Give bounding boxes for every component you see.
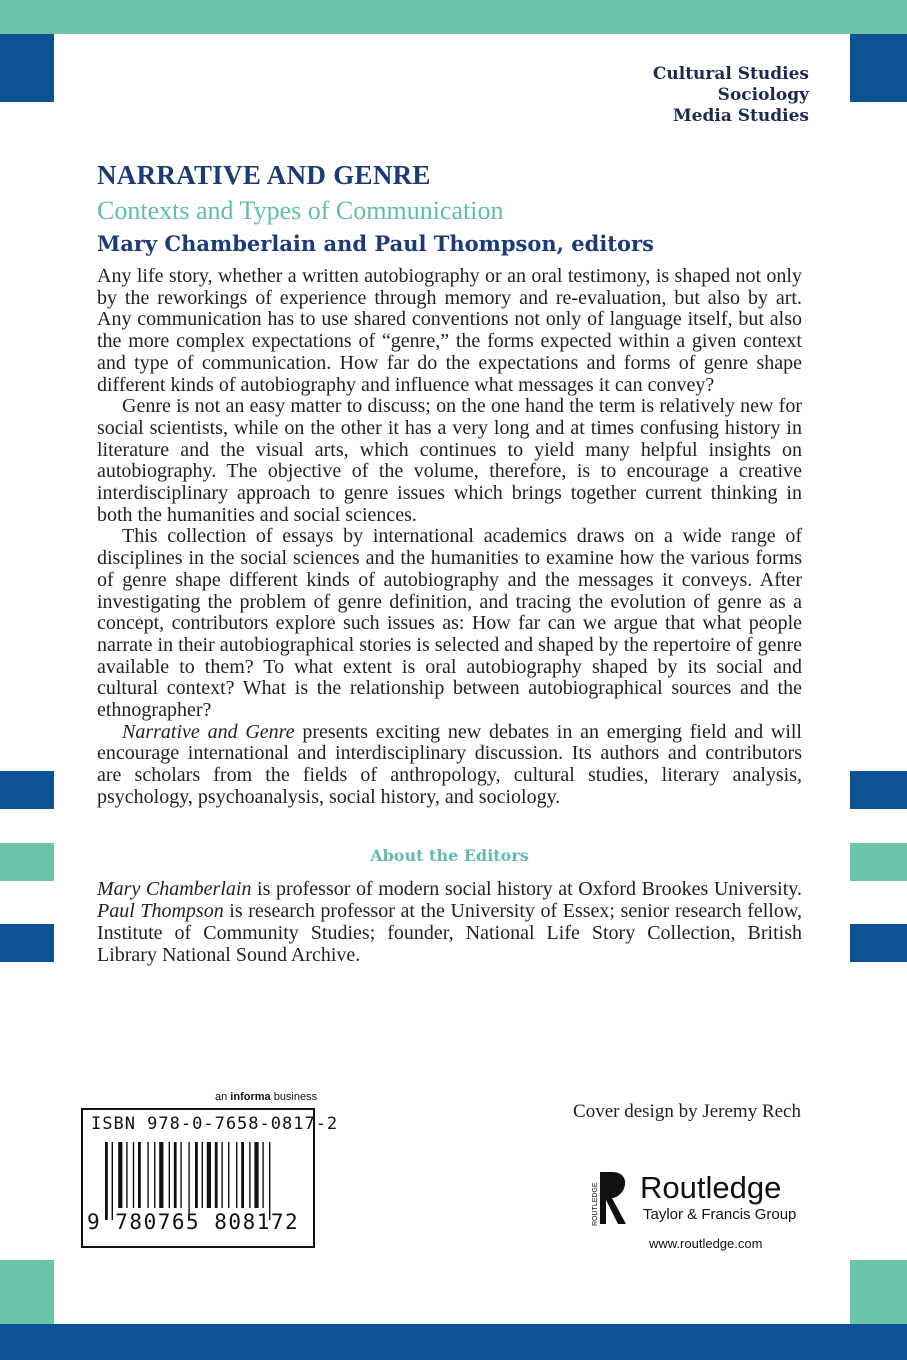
barcode-number: 9 780765 808172 bbox=[87, 1210, 300, 1234]
barcode-bar bbox=[112, 1142, 113, 1220]
top-teal-band bbox=[0, 0, 907, 34]
blurb-paragraph-rest: presents exciting new debates in an emerging field and will encourage international and interdisciplinary discussion. Its authors and contributors are scholars from the fields of anthropology, cultural studies, literary analysis, psychology, psychoanalysis, social history, and sociology. bbox=[97, 720, 802, 808]
subject-categories bbox=[653, 64, 809, 127]
barcode-bar bbox=[147, 1142, 148, 1208]
informa-tagline: an informa business bbox=[215, 1091, 318, 1103]
blurb-paragraph: This collection of essays by international academics draws on a wide range of disciplines in the social sciences and the humanities to examine how the various forms of genre shape different kinds of autobiography and the messages it conveys. After investigating the problem of genre definition, and tracing the evolution of genre as a concept, contributors explore such issues as: How far can we argue that what people narrate in their autobiographical stories is selected and shaped by the repertoire of genre available to them? To what extent is oral autobiography shaped by its social and cultural context? What is the relationship between autobiographical sources and the ethnographer? bbox=[97, 525, 802, 722]
barcode-bars bbox=[103, 1142, 303, 1220]
barcode-bar bbox=[169, 1142, 170, 1208]
barcode-bar bbox=[118, 1142, 122, 1208]
top-left-navy-block bbox=[0, 34, 54, 102]
book-editors: Mary Chamberlain and Paul Thompson, editors bbox=[97, 231, 654, 256]
barcode-bar bbox=[236, 1142, 237, 1208]
left-teal-square bbox=[0, 843, 54, 881]
left-navy-square-1 bbox=[0, 771, 54, 809]
barcode-bar bbox=[105, 1142, 108, 1220]
book-subtitle: Contexts and Types of Communication bbox=[97, 196, 504, 225]
publisher-group: Taylor & Francis Group bbox=[643, 1206, 797, 1223]
logo-lettering: ROUTLEDGE bbox=[592, 1182, 599, 1226]
blurb-text bbox=[97, 266, 802, 809]
right-navy-square-1 bbox=[850, 771, 907, 809]
book-title-italic: Narrative and Genre bbox=[122, 720, 295, 743]
publisher-name: Routledge bbox=[640, 1170, 782, 1205]
subject-item: Media Studies bbox=[672, 106, 809, 126]
barcode-bar bbox=[174, 1142, 177, 1208]
editor-bio: is professor of modern social history at Oxford Brookes University. bbox=[251, 878, 802, 900]
blurb-paragraph: Genre is not an easy matter to discuss; on the one hand the term is relatively new for social scientists, while on the other it has a very long and at times confusing history in literature and the visual arts, which continues to yield many helpful insights on autobiography. The objective of the volume, therefore, is to encourage a creative interdisciplinary approach to genre issues which brings together current thinking in both the humanities and social sciences. bbox=[97, 395, 802, 526]
informa-brand: informa bbox=[230, 1091, 271, 1103]
barcode-bar bbox=[126, 1142, 127, 1208]
barcode-bar bbox=[228, 1142, 229, 1208]
top-right-navy-block bbox=[850, 34, 907, 102]
barcode-bar bbox=[262, 1142, 263, 1208]
right-navy-square-2 bbox=[850, 924, 907, 962]
blurb-paragraph: Any life story, whether a written autobiography or an oral testimony, is shaped not only by the reworkings of experience through memory and re-evaluation, but also by art. Any communication has to use shared conventions not only of language itself, but also the more complex expectations of “genre,” the forms expected within a given context and type of communication. How far do the expectations and forms of genre shape different kinds of autobiography and influence what messages it can convey? bbox=[97, 265, 802, 396]
barcode-bar bbox=[188, 1142, 189, 1220]
about-editors-text bbox=[97, 878, 802, 966]
left-navy-square-2 bbox=[0, 924, 54, 962]
subject-item: Sociology bbox=[717, 85, 809, 105]
blurb-paragraph bbox=[97, 722, 802, 809]
publisher-url: www.routledge.com bbox=[649, 1236, 763, 1251]
barcode-bar bbox=[221, 1142, 222, 1208]
barcode-bar bbox=[249, 1142, 250, 1208]
barcode-bar bbox=[133, 1142, 134, 1208]
bottom-navy-band bbox=[0, 1324, 907, 1360]
barcode-bar bbox=[202, 1142, 203, 1208]
barcode-bar bbox=[154, 1142, 155, 1208]
about-editors-heading: About the Editors bbox=[370, 846, 529, 865]
right-teal-square bbox=[850, 843, 907, 881]
barcode-bar bbox=[180, 1142, 181, 1208]
barcode-bar bbox=[207, 1142, 211, 1208]
barcode-bar bbox=[269, 1142, 270, 1220]
barcode-bar bbox=[254, 1142, 258, 1208]
book-title: NARRATIVE AND GENRE bbox=[97, 160, 431, 190]
barcode-bar bbox=[138, 1142, 141, 1208]
editor-bio: is research professor at the University of Essex; senior research fellow, Institute of Community Studies; founder, National Life Story Collection, British Library National Sound Archive. bbox=[97, 900, 802, 966]
subject-item: Cultural Studies bbox=[652, 64, 809, 84]
editor-name: Paul Thompson bbox=[97, 900, 224, 922]
isbn-label: ISBN 978-0-7658-0817-2 bbox=[91, 1114, 339, 1134]
routledge-logo-icon bbox=[592, 1168, 632, 1230]
barcode-bar bbox=[241, 1142, 244, 1208]
barcode-bar bbox=[159, 1142, 163, 1208]
barcode-bar bbox=[195, 1142, 198, 1208]
barcode-bar bbox=[215, 1142, 218, 1208]
isbn-barcode bbox=[81, 1108, 339, 1248]
editor-name: Mary Chamberlain bbox=[97, 878, 252, 900]
cover-design-credit: Cover design by Jeremy Rech bbox=[573, 1101, 801, 1122]
